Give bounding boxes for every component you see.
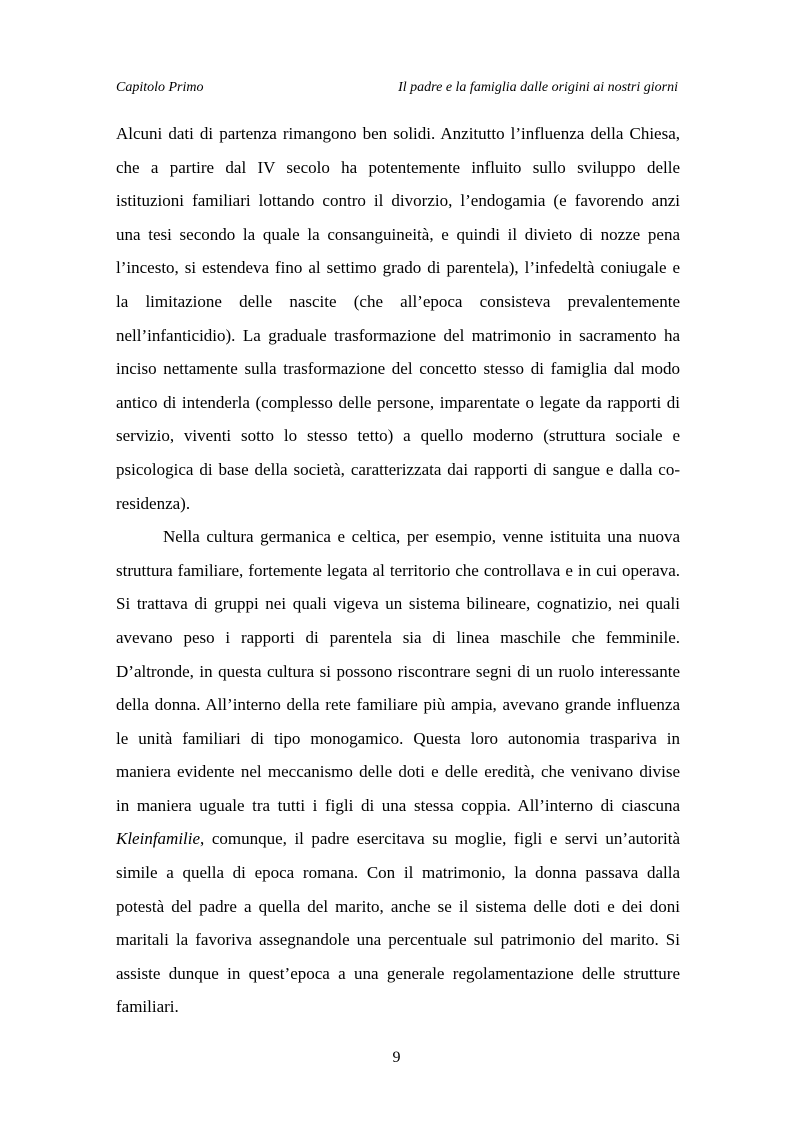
book-title: Il padre e la famiglia dalle origini ai nostri giorni	[398, 80, 678, 95]
text-line: Si trattava di gruppi nei quali vigeva un sistema bilineare, cognatizio, nei quali	[116, 594, 680, 614]
text-line: della donna. All’interno della rete familiare più ampia, avevano grande influenza	[116, 695, 680, 715]
text-line: la limitazione delle nascite (che all’epoca consisteva prevalentemente	[116, 291, 680, 311]
text-line: antico di intenderla (complesso delle persone, imparentate o legate da rapporti di	[116, 392, 680, 412]
text-line: una tesi secondo la quale la consanguineità, e quindi il divieto di nozze pena	[116, 224, 680, 244]
text-line: Alcuni dati di partenza rimangono ben solidi. Anzitutto l’influenza della Chiesa,	[116, 124, 680, 143]
text-line: le unità familiari di tipo monogamico. Questa loro autonomia traspariva in	[116, 728, 680, 748]
paragraph-2	[116, 520, 680, 1024]
text-line: maritali la favoriva assegnandole una percentuale sul patrimonio del marito. Si	[116, 930, 680, 950]
text-line: servizio, viventi sotto lo stesso tetto) a quello moderno (struttura sociale e	[116, 426, 680, 446]
chapter-title: Capitolo Primo	[116, 80, 204, 95]
text-line: maniera evidente nel meccanismo delle doti e delle eredità, che venivano divise	[116, 762, 680, 782]
text-line: l’incesto, si estendeva fino al settimo grado di parentela), l’infedeltà coniugale e	[116, 258, 680, 278]
paragraph-1	[116, 117, 680, 520]
text-line: assiste dunque in quest’epoca a una generale regolamentazione delle strutture	[116, 963, 680, 983]
text-line: Nella cultura germanica e celtica, per esempio, venne istituita una nuova	[163, 527, 680, 547]
text-line: inciso nettamente sulla trasformazione del concetto stesso di famiglia dal modo	[116, 359, 680, 379]
text-line: struttura familiare, fortemente legata al territorio che controllava e in cui operava.	[116, 560, 680, 580]
text-line: psicologica di base della società, caratterizzata dai rapporti di sangue e dalla co-	[116, 459, 680, 479]
text-line: istituzioni familiari lottando contro il divorzio, l’endogamia (e favorendo anzi	[116, 191, 680, 211]
text-line	[116, 822, 680, 856]
text-line: D’altronde, in questa cultura si possono riscontrare segni di un ruolo interessante	[116, 661, 680, 681]
italic-term: Kleinfamilie	[116, 829, 201, 849]
text-line: nell’infanticidio). La graduale trasformazione del matrimonio in sacramento ha	[116, 325, 680, 345]
text-line: avevano peso i rapporti di parentela sia di linea maschile che femminile.	[116, 627, 680, 647]
text-line: familiari.	[116, 997, 179, 1017]
text-line: potestà del padre a quella del marito, anche se il sistema delle doti e dei doni	[116, 896, 680, 916]
text-line: simile a quella di epoca romana. Con il matrimonio, la donna passava dalla	[116, 863, 680, 883]
text-line: che a partire dal IV secolo ha potentemente influito sullo sviluppo delle	[116, 157, 680, 177]
page-number: 9	[392, 1049, 401, 1066]
text-line: in maniera uguale tra tutti i figli di una stessa coppia. All’interno di ciascuna	[116, 795, 680, 815]
text-fragment: , comunque, il padre esercitava su moglie, figli e servi un’autorità	[200, 829, 680, 849]
body-text	[116, 117, 680, 1024]
text-line: residenza).	[116, 493, 191, 513]
running-header	[116, 80, 678, 100]
